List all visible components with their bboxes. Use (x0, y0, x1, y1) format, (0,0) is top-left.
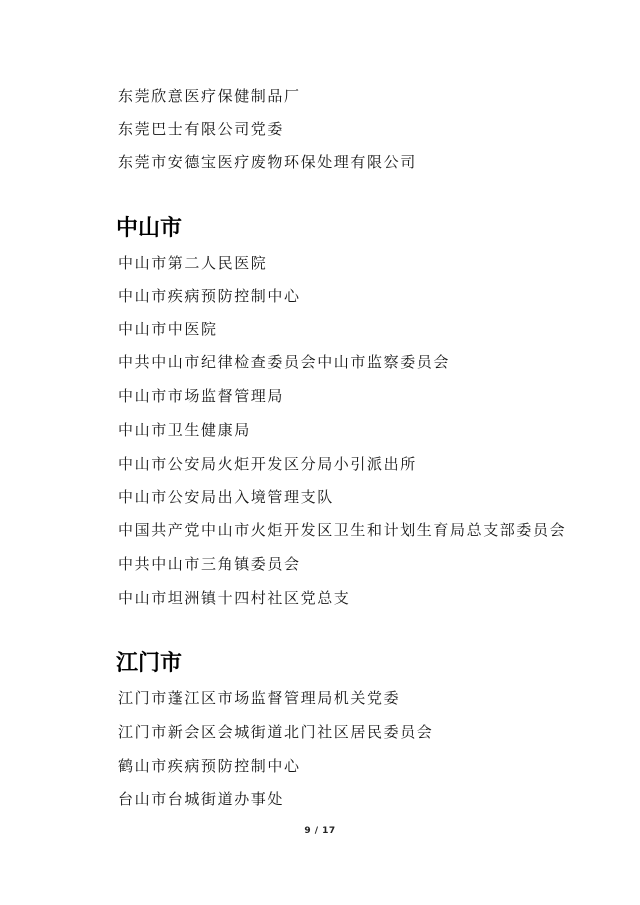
list-item: 中山市第二人民医院 (118, 254, 268, 272)
list-item: 中山市疾病预防控制中心 (118, 287, 301, 305)
list-item: 中共中山市纪律检查委员会中山市监察委员会 (118, 353, 451, 371)
list-item: 中山市市场监督管理局 (118, 387, 285, 405)
list-item: 中山市公安局火炬开发区分局小引派出所 (118, 455, 417, 473)
list-item: 中山市坦洲镇十四村社区党总支 (118, 589, 351, 607)
list-item: 台山市台城街道办事处 (118, 790, 285, 808)
section-heading: 江门市 (116, 651, 183, 676)
list-item: 江门市蓬江区市场监督管理局机关党委 (118, 689, 401, 707)
list-item: 中共中山市三角镇委员会 (118, 555, 301, 573)
list-item: 中国共产党中山市火炬开发区卫生和计划生育局总支部委员会 (118, 521, 567, 539)
page-number: 9 / 17 (304, 826, 336, 836)
list-item: 东莞欣意医疗保健制品厂 (118, 87, 301, 105)
list-item: 东莞市安德宝医疗废物环保处理有限公司 (118, 153, 417, 171)
list-item: 中山市公安局出入境管理支队 (118, 488, 334, 506)
list-item: 江门市新会区会城街道北门社区居民委员会 (118, 723, 434, 741)
list-item: 东莞巴士有限公司党委 (118, 120, 285, 138)
section-heading: 中山市 (116, 216, 183, 241)
list-item: 中山市中医院 (118, 320, 218, 338)
list-item: 鹤山市疾病预防控制中心 (118, 757, 301, 775)
list-item: 中山市卫生健康局 (118, 421, 251, 439)
